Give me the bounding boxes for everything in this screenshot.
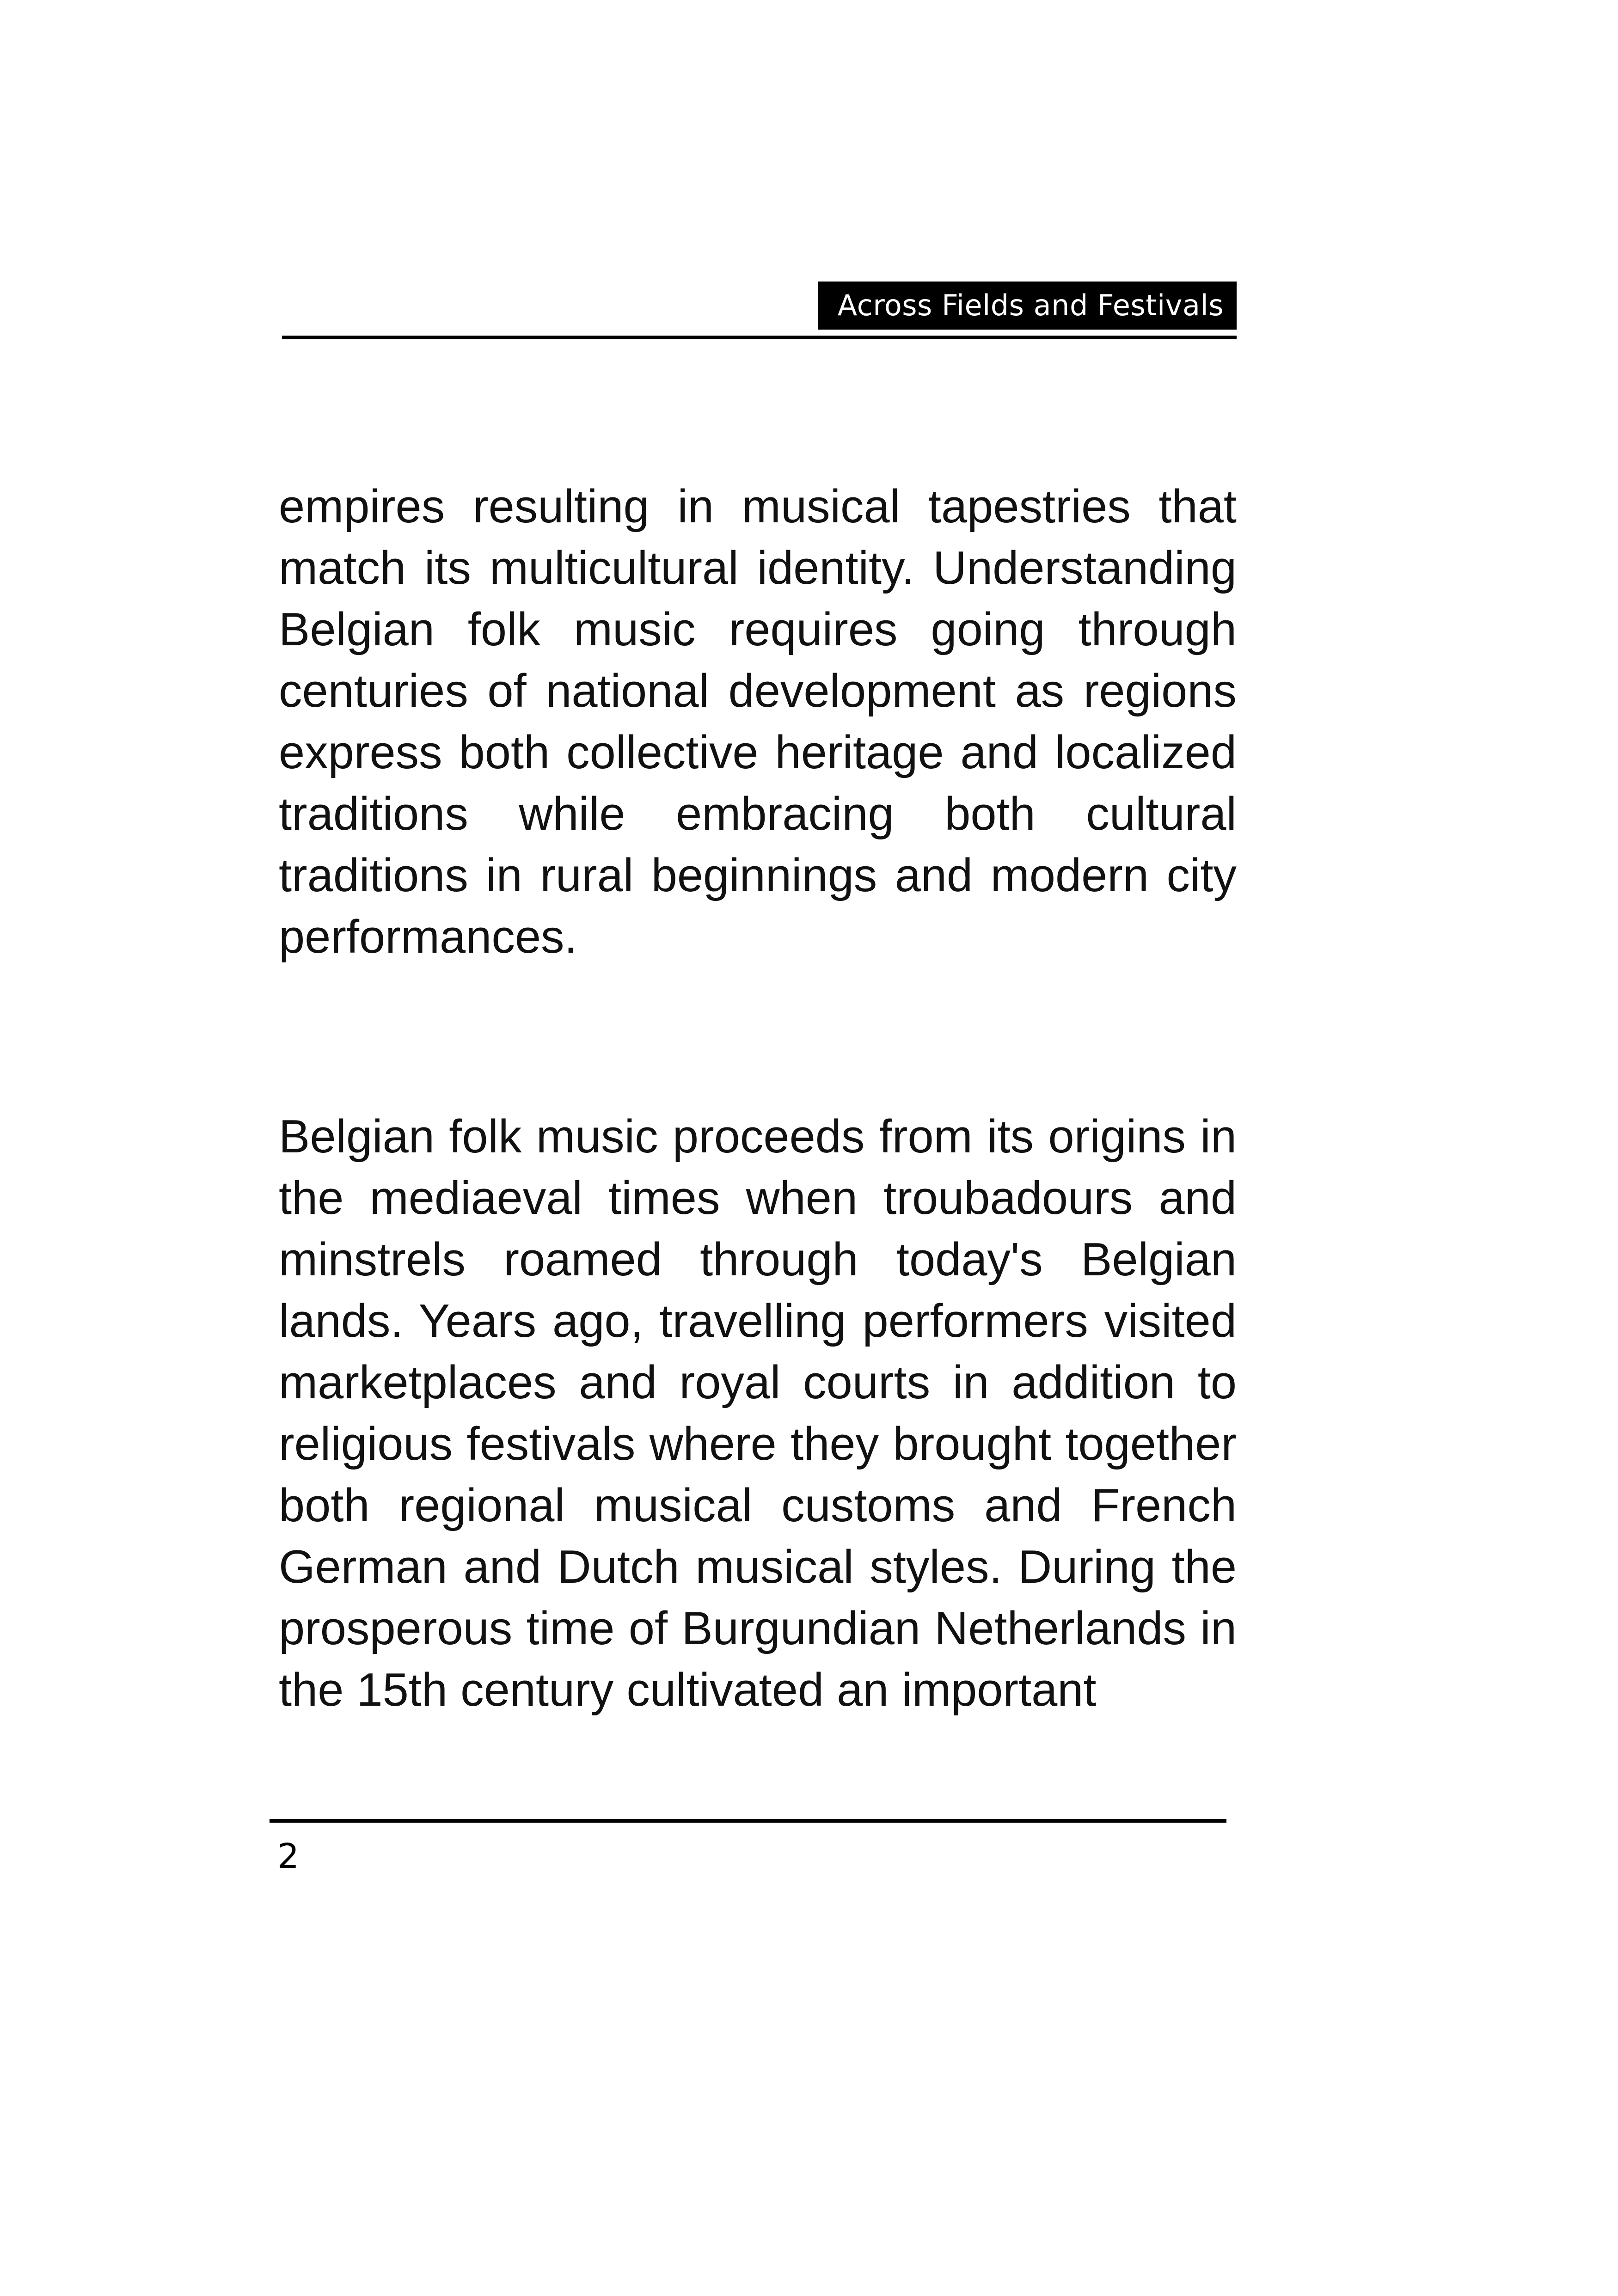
header-title: Across Fields and Festivals	[818, 282, 1237, 330]
running-header	[282, 276, 1237, 339]
body-paragraph-2: Belgian folk music proceeds from its origins in the mediaeval times when troubadours and minstrels roamed through today's Belgian lands. Years ago, travelling performers visited marketplaces and royal courts in addition to religious festivals where they brought together both regional musical customs and French German and Dutch musical styles. During the prosperous time of Burgundian Netherlands in the 15th century cultivated an important	[279, 1111, 1237, 1716]
page-number: 2	[277, 1837, 300, 1876]
header-rule	[282, 336, 1237, 339]
body-paragraph-1: empires resulting in musical tapestries that match its multicultural identity. Understanding Belgian folk music requires going through centuries of national development as regions express both collective heritage and localized traditions while embracing both cultural traditions in rural beginnings and modern city performances.	[279, 481, 1237, 963]
footer-rule	[270, 1819, 1226, 1823]
